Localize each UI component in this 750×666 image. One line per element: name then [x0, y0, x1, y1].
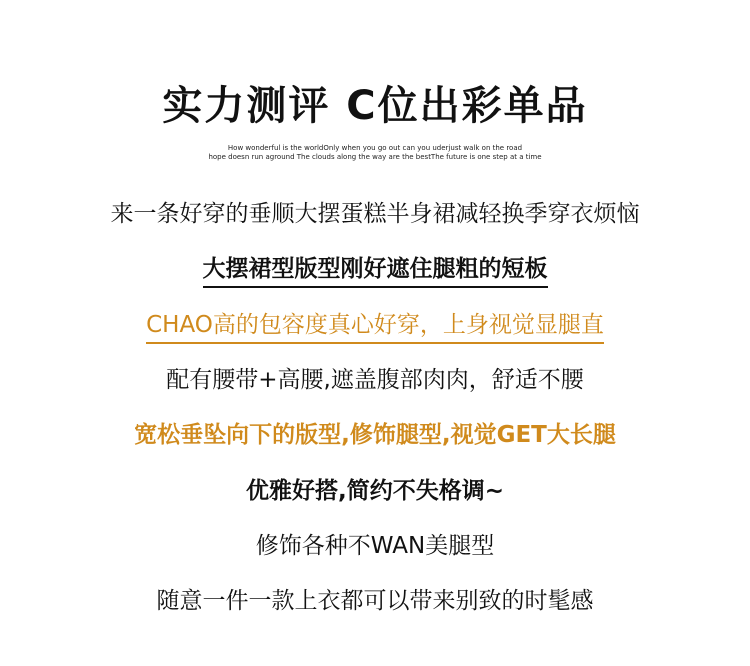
description-line-1	[0, 199, 750, 229]
description-line-6	[0, 476, 750, 506]
subtitle-line-1: How wonderful is the worldOnly when you go out can you uderjust walk on the road	[227, 144, 523, 152]
description-text-4: 配有腰带+高腰,遮盖腹部肉肉，舒适不腰	[166, 367, 584, 393]
description-line-2	[0, 254, 750, 288]
description-line-7	[0, 531, 750, 561]
subtitle-block	[0, 144, 750, 162]
description-line-4	[0, 365, 750, 395]
description-text-2: 大摆裙型版型刚好遮住腿粗的短板	[203, 254, 548, 288]
description-text-6: 优雅好搭,简约不失格调~	[245, 478, 504, 504]
description-text-7: 修饰各种不WAN美腿型	[255, 533, 495, 559]
description-text-1: 来一条好穿的垂顺大摆蛋糕半身裙减轻换季穿衣烦恼	[110, 201, 640, 227]
description-text-5: 宽松垂坠向下的版型,修饰腿型,视觉GET大长腿	[134, 422, 616, 448]
description-line-5-highlight	[0, 420, 750, 450]
subtitle-line-2: hope doesn run aground The clouds along the way are the bestThe future is one step at a time	[208, 153, 542, 161]
description-line-3-highlight	[0, 310, 750, 344]
description-text-3: CHAO高的包容度真心好穿，上身视觉显腿直	[146, 310, 604, 344]
page-title: 实力测评 C位出彩单品	[162, 83, 588, 129]
description-text-8: 随意一件一款上衣都可以带来别致的时髦感	[156, 588, 594, 614]
description-line-8	[0, 586, 750, 616]
